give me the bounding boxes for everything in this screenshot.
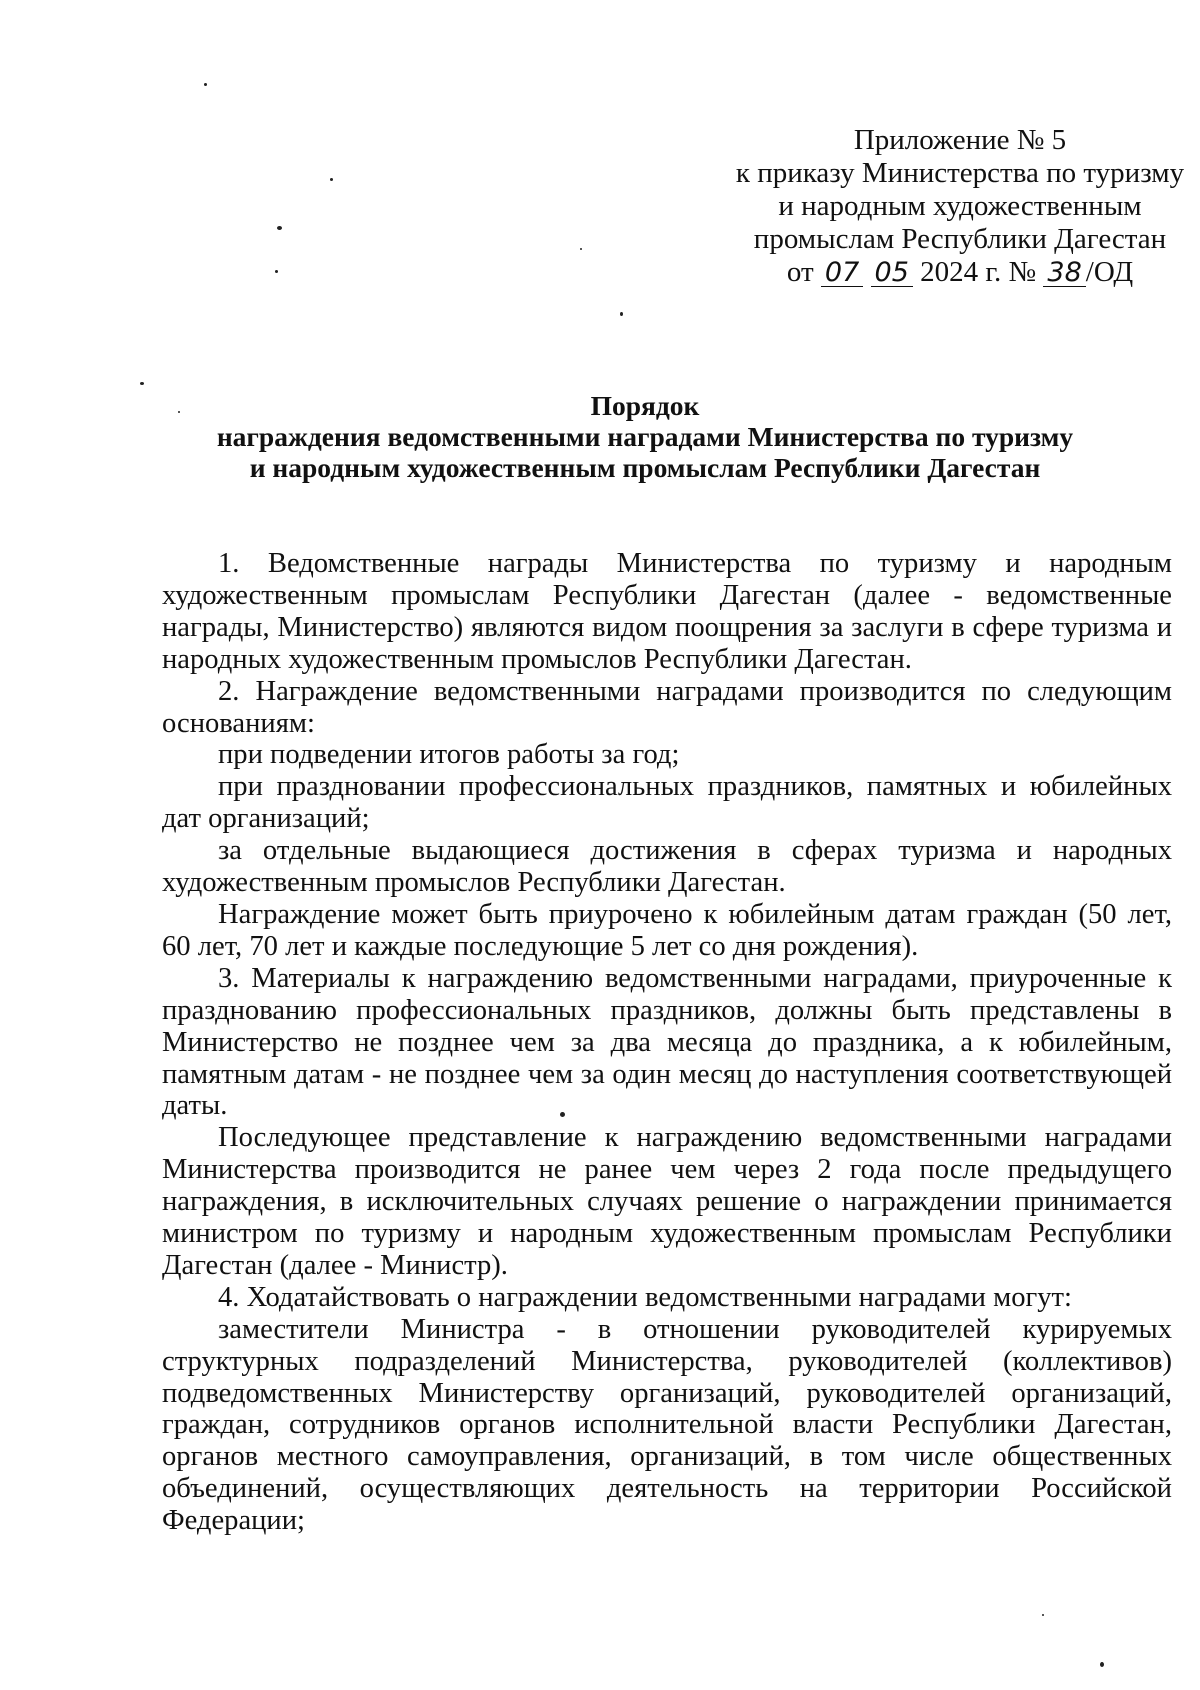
scan-speck: [1042, 1614, 1044, 1616]
title-line-1: Порядок: [590, 390, 700, 421]
scan-speck: [620, 312, 623, 316]
handwritten-month: 05: [871, 260, 913, 287]
paragraph-2: 2. Награждение ведомственными наградами производится по следующим основаниям:: [162, 675, 1172, 739]
date-prefix: от: [786, 256, 814, 288]
scan-speck: [178, 411, 180, 413]
document-body: [162, 548, 1172, 1537]
scan-speck: [140, 382, 144, 385]
handwritten-order-number: 38: [1043, 260, 1085, 287]
paragraph-9: 4. Ходатайствовать о награждении ведомственными наградами могут:: [218, 1281, 1072, 1313]
date-year: 2024 г. №: [920, 256, 1037, 288]
title-line-2: награждения ведомственными наградами Министерства по туризму: [216, 421, 1074, 452]
paragraph-6: Награждение может быть приурочено к юбилейным датам граждан (50 лет, 60 лет, 70 лет и каждые последующие 5 лет со дня рождения).: [162, 898, 1172, 962]
paragraph-1: 1. Ведомственные награды Министерства по туризму и народным художественным промыслам Республики Дагестан (далее - ведомственные награды, Министерство) являются видом поощрения за заслуги в сфере туризма и народных художественным промыслов Республики Дагестан.: [162, 548, 1172, 675]
scan-speck: [277, 226, 282, 230]
paragraph-10: заместители Министра - в отношении руководителей курируемых структурных подразделений Министерства, руководителей (коллективов) подведомственных Министерству организаций, руководителей организаций, граждан, сотрудников органов исполнительной власти Республики Дагестан, органов местного самоуправления, организаций, в том числе общественных объединений, осуществляющих деятельность на территории Российской Федерации;: [162, 1313, 1172, 1537]
scan-speck: [275, 270, 278, 273]
order-reference-line-3: промыслам Республики Дагестан: [753, 223, 1167, 255]
scan-speck: [580, 248, 582, 250]
appendix-header: [730, 124, 1190, 289]
paragraph-5: за отдельные выдающиеся достижения в сферах туризма и народных художественным промыслов Республики Дагестан.: [162, 835, 1172, 899]
order-reference-line-2: и народным художественным: [778, 190, 1142, 222]
document-title: [150, 390, 1140, 483]
handwritten-day: 07: [821, 260, 863, 287]
order-reference-line-1: к приказу Министерства по туризму: [735, 157, 1185, 189]
paragraph-4: при праздновании профессиональных праздников, памятных и юбилейных дат организаций;: [162, 771, 1172, 835]
paragraph-3: при подведении итогов работы за год;: [218, 739, 680, 771]
order-suffix: /ОД: [1085, 256, 1134, 288]
scan-speck: [560, 1112, 565, 1117]
order-date-line: [730, 256, 1190, 289]
scan-speck: [330, 178, 333, 181]
scan-speck: [204, 83, 207, 86]
appendix-label: Приложение № 5: [853, 124, 1067, 156]
scan-speck: [1100, 1662, 1104, 1667]
title-line-3: и народным художественным промыслам Республики Дагестан: [249, 452, 1041, 483]
paragraph-8: Последующее представление к награждению ведомственными наградами Министерства производится не ранее чем через 2 года после предыдущего награждения, в исключительных случаях решение о награждении принимается министром по туризму и народным художественным промыслам Республики Дагестан (далее - Министр).: [162, 1122, 1172, 1281]
paragraph-7: 3. Материалы к награждению ведомственными наградами, приуроченные к празднованию профессиональных праздников, должны быть представлены в Министерство не позднее чем за два месяца до праздника, а к юбилейным, памятным датам - не позднее чем за один месяц до наступления соответствующей даты.: [162, 962, 1172, 1122]
